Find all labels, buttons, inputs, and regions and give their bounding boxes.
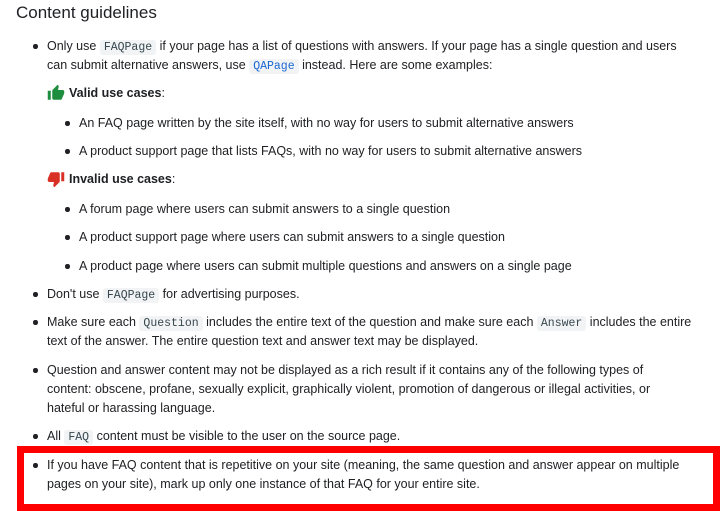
bullet [65,121,70,126]
item-5-line-1 [47,427,400,447]
item-6-line-1: If you have FAQ content that is repetitive on your site (meaning, the same question and answer appear on multiple [47,458,680,472]
item-1-line-2 [47,56,492,76]
valid-use-cases-heading [69,84,165,103]
bullet [33,368,38,373]
valid-example-2: A product support page that lists FAQs, with no way for users to submit alternative answers [79,144,583,158]
section-heading: Content guidelines [16,3,157,22]
item-1-text-d: instead. Here are some examples: [298,58,493,72]
item-1-text-a: Only use [47,39,100,53]
valid-label: Valid use cases [69,86,162,100]
item-4-line-2: content: obscene, profane, sexually explicit, graphically violent, promotion of dangerous or illegal activities, or [47,382,651,396]
item-5-text-a: All [47,429,65,443]
faqpage-code: FAQPage [100,40,156,55]
bullet [33,434,38,439]
invalid-colon: : [171,172,176,186]
bullet [33,292,38,297]
invalid-example-2: A product support page where users can submit answers to a single question [79,230,505,244]
item-3-line-1 [47,313,691,333]
item-3-text-b: includes the entire text of the question and make sure each [202,315,537,329]
item-6-line-2: pages on your site), mark up only one instance of that FAQ for your entire site. [47,477,480,491]
question-code: Question [139,316,202,331]
thumbs-up-icon [47,84,65,102]
item-4-line-3: hateful or harassing language. [47,401,216,415]
bullet [33,463,38,468]
invalid-label: Invalid use cases [69,172,172,186]
bullet [65,235,70,240]
valid-example-1: An FAQ page written by the site itself, with no way for users to submit alternative answers [79,116,574,130]
item-3-line-2: text of the answer. The entire question text and answer text may be displayed. [47,334,479,348]
bullet [33,44,38,49]
item-5-text-b: content must be visible to the user on the source page. [93,429,401,443]
item-3-text-c: includes the entire [586,315,692,329]
item-2-line-1 [47,285,300,305]
item-2-text-b: for advertising purposes. [159,287,300,301]
item-4-line-1: Question and answer content may not be displayed as a rich result if it contains any of the following types of [47,363,644,377]
invalid-example-1: A forum page where users can submit answers to a single question [79,202,451,216]
bullet [65,207,70,212]
bullet [65,264,70,269]
bullet [65,149,70,154]
faqpage-code: FAQPage [103,288,159,303]
qapage-link[interactable]: QAPage [249,59,298,74]
valid-colon: : [161,86,165,100]
item-2-text-a: Don't use [47,287,103,301]
item-1-text-b: if your page has a list of questions with answers. If your page has a single question and users [156,39,677,53]
answer-code: Answer [537,316,586,331]
item-3-text-a: Make sure each [47,315,140,329]
invalid-use-cases-heading [69,170,175,189]
item-1-line-1 [47,37,677,57]
invalid-example-3: A product page where users can submit multiple questions and answers on a single page [79,259,572,273]
bullet [33,320,38,325]
item-1-text-c: can submit alternative answers, use [47,58,250,72]
faq-code: FAQ [64,430,93,445]
thumbs-down-icon [47,170,65,188]
